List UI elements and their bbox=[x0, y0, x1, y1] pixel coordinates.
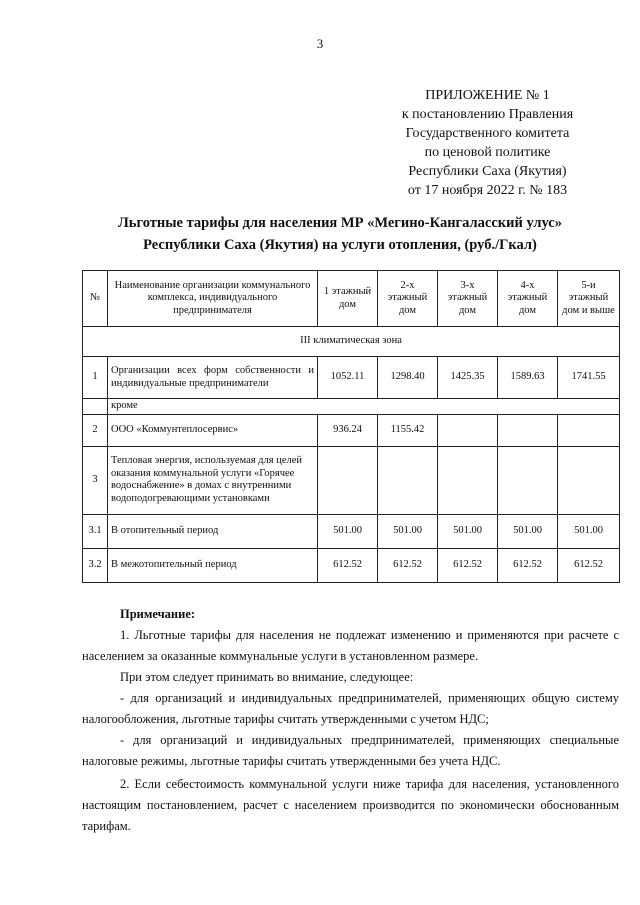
table-row bbox=[83, 357, 620, 399]
table-row bbox=[83, 414, 620, 446]
value-4-floor: 501.00 bbox=[498, 514, 558, 548]
value-1-floor: 936.24 bbox=[318, 414, 378, 446]
row-name: ООО «Коммунтеплосервис» bbox=[108, 414, 318, 446]
header-1-floor: 1 этажный дом bbox=[318, 271, 378, 327]
appendix-line: по ценовой политике bbox=[424, 145, 551, 160]
tariff-table bbox=[82, 270, 620, 583]
header-number: № bbox=[83, 271, 108, 327]
row-number: 3.2 bbox=[83, 548, 108, 582]
appendix-line: ПРИЛОЖЕНИЕ № 1 bbox=[425, 88, 550, 103]
value-5-floor: 501.00 bbox=[558, 514, 620, 548]
header-3-floor: 3-х этажный дом bbox=[438, 271, 498, 327]
value-5-floor bbox=[558, 414, 620, 446]
document-title bbox=[60, 212, 620, 256]
value-1-floor: 1052.11 bbox=[318, 357, 378, 399]
value-3-floor bbox=[438, 414, 498, 446]
note-paragraph: При этом следует принимать во внимание, следующее: bbox=[120, 670, 414, 684]
row-name: В отопительный период bbox=[108, 514, 318, 548]
table-row bbox=[83, 514, 620, 548]
note-paragraph: 2. Если себестоимость коммунальной услуги ниже тарифа для населения, установленного настоящим постановлением, расчет с населением производится по экономически обоснованным тарифам. bbox=[82, 777, 619, 833]
value-3-floor: 1425.35 bbox=[438, 357, 498, 399]
value-4-floor bbox=[498, 414, 558, 446]
appendix-line: Государственного комитета bbox=[405, 126, 570, 141]
notes-section bbox=[82, 604, 619, 837]
row-number: 3.1 bbox=[83, 514, 108, 548]
note-paragraph: - для организаций и индивидуальных предпринимателей, применяющих специальные налоговые режимы, льготные тарифы считать утвержденными без учета НДС. bbox=[82, 733, 619, 768]
value-2-floor: 1298.40 bbox=[378, 357, 438, 399]
row-name: Организации всех форм собственности и индивидуальные предприниматели bbox=[108, 357, 318, 399]
appendix-line: Республики Саха (Якутия) bbox=[408, 164, 567, 179]
table-row bbox=[83, 446, 620, 514]
value-4-floor: 612.52 bbox=[498, 548, 558, 582]
page-number: 3 bbox=[316, 36, 324, 51]
title-line: Льготные тарифы для населения МР «Мегино-Кангаласский улус» bbox=[118, 215, 562, 231]
value-1-floor: 612.52 bbox=[318, 548, 378, 582]
notes-heading: Примечание: bbox=[120, 607, 196, 621]
except-row bbox=[83, 399, 620, 415]
value-5-floor: 612.52 bbox=[558, 548, 620, 582]
value-3-floor: 501.00 bbox=[438, 514, 498, 548]
table-row bbox=[83, 548, 620, 582]
note-paragraph: 1. Льготные тарифы для населения не подлежат изменению и применяются при расчете с населением за оказанные коммунальные услуги в установленном размере. bbox=[82, 628, 619, 663]
value-2-floor: 1155.42 bbox=[378, 414, 438, 446]
header-organization: Наименование организации коммунального комплекса, индивидуального предпринимателя bbox=[108, 271, 318, 327]
zone-row bbox=[83, 327, 620, 357]
appendix-block bbox=[380, 86, 595, 200]
row-number: 1 bbox=[83, 357, 108, 399]
row-number: 3 bbox=[83, 446, 108, 514]
note-paragraph: - для организаций и индивидуальных предпринимателей, применяющих общую систему налогообложения, льготные тарифы считать утвержденными с учетом НДС; bbox=[82, 691, 619, 726]
value-5-floor: 1741.55 bbox=[558, 357, 620, 399]
value-4-floor: 1589.63 bbox=[498, 357, 558, 399]
climate-zone: III климатическая зона bbox=[83, 327, 620, 357]
row-number: 2 bbox=[83, 414, 108, 446]
appendix-line: от 17 ноября 2022 г. № 183 bbox=[407, 183, 568, 198]
table-header-row bbox=[83, 271, 620, 327]
except-label: кроме bbox=[108, 399, 620, 415]
header-5-floor: 5-и этажный дом и выше bbox=[558, 271, 620, 327]
value-1-floor: 501.00 bbox=[318, 514, 378, 548]
appendix-line: к постановлению Правления bbox=[401, 107, 574, 122]
value-3-floor: 612.52 bbox=[438, 548, 498, 582]
title-line: Республики Саха (Якутия) на услуги отопления, (руб./Гкал) bbox=[143, 237, 537, 253]
value-2-floor: 501.00 bbox=[378, 514, 438, 548]
header-2-floor: 2-х этажный дом bbox=[378, 271, 438, 327]
value-2-floor: 612.52 bbox=[378, 548, 438, 582]
header-4-floor: 4-х этажный дом bbox=[498, 271, 558, 327]
row-name: В межотопительный период bbox=[108, 548, 318, 582]
row-name: Тепловая энергия, используемая для целей оказания коммунальной услуги «Горячее водоснабжение» в домах с внутренними водоподогревающими установками bbox=[108, 446, 318, 514]
